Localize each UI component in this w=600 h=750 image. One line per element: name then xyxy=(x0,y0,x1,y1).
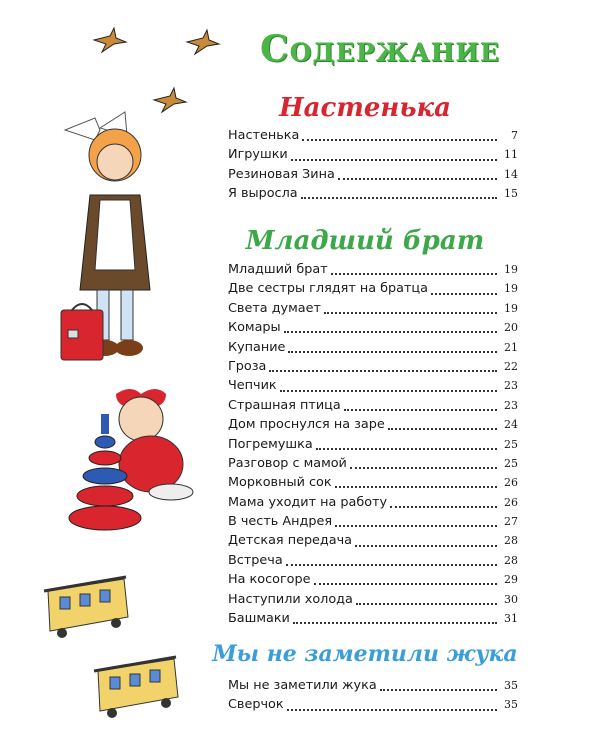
toc-entry-page: 19 xyxy=(504,282,518,296)
toc-entry-page: 30 xyxy=(504,592,518,606)
toc-entry xyxy=(228,551,518,570)
toc-entry xyxy=(228,454,518,473)
toc-entry xyxy=(228,165,518,184)
toc-list-nastenka xyxy=(228,126,518,204)
toc-entry-page: 35 xyxy=(504,698,518,712)
toc-entry xyxy=(228,676,518,695)
toc-leader-dots xyxy=(388,427,497,430)
toc-leader-dots xyxy=(314,582,497,585)
toc-entry-title: Резиновая Зина xyxy=(228,166,335,182)
toc-entry-title: Комары xyxy=(228,320,281,336)
toc-entry-title: Чепчик xyxy=(228,378,277,394)
toc-entry xyxy=(228,473,518,492)
toc-entry-title: На косогоре xyxy=(228,572,311,588)
toc-entry-page: 29 xyxy=(504,573,518,587)
toc-entry-title: Дом проснулся на заре xyxy=(228,417,385,433)
toc-entry-page: 19 xyxy=(504,263,518,276)
toc-entry-page: 24 xyxy=(504,418,518,432)
toc-entry-title: Света думает xyxy=(228,300,321,316)
toc-entry xyxy=(228,531,518,550)
toc-entry xyxy=(228,570,518,589)
toc-entry-title: В честь Андрея xyxy=(228,514,333,530)
toc-entry-title: Купание xyxy=(228,339,286,355)
toc-entry-page: 19 xyxy=(504,301,518,315)
toc-list-zhuk xyxy=(228,676,518,715)
toc-leader-dots xyxy=(338,177,497,180)
toc-entry-page: 28 xyxy=(504,534,518,548)
toc-leader-dots xyxy=(431,292,497,295)
toc-entry xyxy=(228,299,518,318)
section-title-mladshiy-brat: Младший брат xyxy=(245,226,485,256)
toc-leader-dots xyxy=(301,196,497,199)
toc-entry-title: Башмаки xyxy=(228,611,290,627)
toc-entry xyxy=(228,590,518,609)
toc-entry xyxy=(228,357,518,376)
toc-entry xyxy=(228,184,518,203)
toc-leader-dots xyxy=(288,350,497,353)
toc-entry xyxy=(228,396,518,415)
toc-leader-dots xyxy=(286,563,497,566)
toc-entry-page: 14 xyxy=(504,167,518,181)
toc-entry xyxy=(228,435,518,454)
toc-entry-title: Две сестры глядят на братца xyxy=(228,281,428,297)
toc-entry-page: 25 xyxy=(504,437,518,451)
toc-leader-dots xyxy=(355,544,497,547)
toc-leader-dots xyxy=(350,466,497,469)
toc-entry xyxy=(228,279,518,298)
toc-leader-dots xyxy=(335,524,497,527)
toc-leader-dots xyxy=(280,389,497,392)
bird-icon xyxy=(92,26,128,56)
toc-entry-page: 23 xyxy=(504,398,518,412)
toc-entry-page: 28 xyxy=(504,553,518,567)
toc-entry-title: Я выросла xyxy=(228,186,298,202)
toc-entry-page: 20 xyxy=(504,321,518,335)
toc-entry-page: 25 xyxy=(504,456,518,470)
toc-list-mladshiy-brat xyxy=(228,260,518,628)
toc-leader-dots xyxy=(331,272,497,275)
toc-leader-dots xyxy=(287,708,497,711)
toc-entry-page: 11 xyxy=(504,148,518,162)
toc-leader-dots xyxy=(293,621,497,624)
toc-entry xyxy=(228,376,518,395)
toc-entry-page: 23 xyxy=(504,379,518,393)
toc-leader-dots xyxy=(284,330,497,333)
toc-entry-title: Игрушки xyxy=(228,147,288,163)
toc-entry-title: Погремушка xyxy=(228,436,313,452)
toc-entry xyxy=(228,260,518,279)
toc-entry xyxy=(228,145,518,164)
page-title: Содержание xyxy=(260,28,500,70)
toc-leader-dots xyxy=(344,408,497,411)
toc-entry xyxy=(228,493,518,512)
toc-leader-dots xyxy=(302,138,497,141)
toc-entry-title: Встреча xyxy=(228,552,283,568)
toc-leader-dots xyxy=(291,158,497,161)
toc-leader-dots xyxy=(356,602,497,605)
toc-entry-title: Младший брат xyxy=(228,262,328,277)
school-bag-icon xyxy=(58,296,108,364)
toc-entry-page: 22 xyxy=(504,359,518,373)
toc-entry xyxy=(228,609,518,628)
toc-leader-dots xyxy=(335,485,497,488)
toc-leader-dots xyxy=(380,688,497,691)
toc-entry-page: 7 xyxy=(511,129,518,142)
toc-entry xyxy=(228,695,518,714)
toc-entry-page: 26 xyxy=(504,476,518,490)
toc-entry-title: Гроза xyxy=(228,358,267,374)
toc-entry xyxy=(228,126,518,145)
toc-entry-page: 15 xyxy=(504,187,518,201)
toc-leader-dots xyxy=(324,311,497,314)
toy-train-car-icon xyxy=(40,575,135,640)
toc-entry xyxy=(228,318,518,337)
toc-leader-dots xyxy=(390,505,497,508)
toc-entry-title: Страшная птица xyxy=(228,397,341,413)
toc-entry-title: Мы не заметили жука xyxy=(228,678,377,693)
toc-entry-page: 26 xyxy=(504,495,518,509)
toc-entry-title: Разговор с мамой xyxy=(228,455,347,471)
toc-entry-title: Наступили холода xyxy=(228,591,353,607)
toc-entry-title: Настенька xyxy=(228,128,300,143)
toc-entry-page: 35 xyxy=(504,679,518,692)
section-title-zhuk: Мы не заметили жука xyxy=(212,641,518,667)
section-title-nastenka: Настенька xyxy=(279,93,451,123)
toc-entry-page: 27 xyxy=(504,515,518,529)
toc-leader-dots xyxy=(316,447,497,450)
toc-entry-title: Сверчок xyxy=(228,697,284,713)
toy-pyramid-icon xyxy=(66,412,146,542)
toc-entry-title: Морковный сок xyxy=(228,475,332,491)
toy-train-car-icon xyxy=(90,655,185,720)
toc-entry xyxy=(228,415,518,434)
toc-entry-title: Мама уходит на работу xyxy=(228,494,388,510)
toc-entry-page: 31 xyxy=(504,612,518,626)
toc-leader-dots xyxy=(269,369,497,372)
toc-entry xyxy=(228,338,518,357)
toc-entry-page: 21 xyxy=(504,340,518,354)
toc-entry-title: Детская передача xyxy=(228,533,353,549)
toc-entry xyxy=(228,512,518,531)
bird-icon xyxy=(185,28,221,58)
